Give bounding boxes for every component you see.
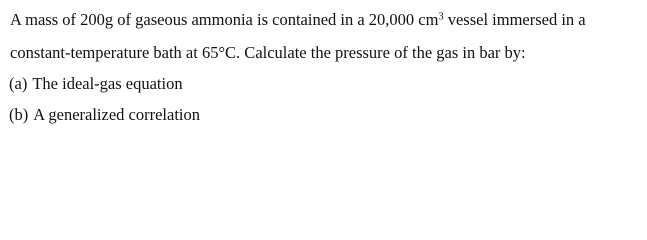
part-a-text: The ideal-gas equation — [32, 74, 183, 93]
part-b-text: A generalized correlation — [33, 105, 200, 124]
problem-text-part-2: vessel immersed in a — [443, 10, 586, 29]
cubic-superscript: 3 — [438, 11, 444, 23]
part-b-label: (b) — [9, 105, 29, 124]
problem-text-part-1: A mass of 200g of gaseous ammonia is contained in a 20,000 cm — [10, 10, 439, 29]
part-a-label: (a) — [9, 74, 28, 93]
problem-statement-line-2: constant-temperature bath at 65°C. Calculate the pressure of the gas in bar by: — [10, 43, 526, 62]
part-b — [9, 105, 200, 125]
problem-statement-line-1 — [10, 10, 586, 30]
part-a — [9, 74, 183, 94]
